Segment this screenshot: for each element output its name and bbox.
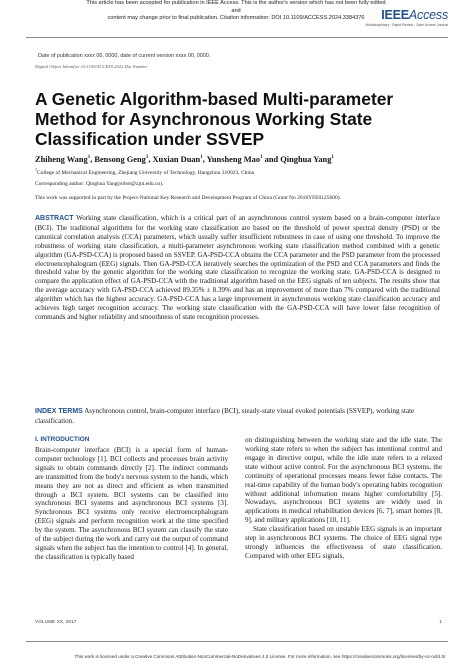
section-heading: I. INTRODUCTION (35, 436, 90, 443)
header-rule (26, 37, 448, 38)
publication-dates: Date of publication xxxx 00, 0000, date of current version xxxx 00, 0000. (38, 53, 211, 59)
body-right-column (245, 436, 442, 561)
title-line-2: Method for Asynchronous Working State (35, 109, 373, 129)
notice-line-2: content may change prior to final publication. Citation information: DOI 10.1109/ACCESS.2024.3384376 (107, 15, 365, 22)
logo-main: IEEE (381, 8, 409, 22)
index-terms-text: Asynchronous control, brain-computer interface (BCI), steady-state visual evoked potentials (SSVEP), working state classification. (35, 407, 415, 425)
author-separator: , (90, 155, 95, 164)
author-affiliation-mark: 1 (87, 155, 91, 161)
author-conjunction: and (262, 155, 281, 164)
paper-title (35, 89, 435, 149)
ieee-access-logo (381, 8, 448, 22)
logo-sub: Access (408, 8, 448, 22)
abstract-label: ABSTRACT (35, 215, 74, 222)
footer-rule (26, 641, 448, 642)
corresponding-author: Corresponding author: Qinghua Yang(robot@zjut.edu.cn). (35, 181, 164, 187)
title-line-1: A Genetic Algorithm-based Multi-parameter (35, 89, 394, 109)
author-separator: , (202, 155, 207, 164)
author-affiliation-mark: 1 (145, 155, 149, 161)
affiliation (35, 167, 254, 176)
author-affiliation-mark: 1 (260, 155, 263, 161)
notice-line-1: This article has been accepted for publication in IEEE Access. This is the author's version which has not been fully edited and (86, 0, 386, 14)
affiliation-text: College of Mechanical Engineering, Zhejiang University of Technology, Hangzhou 310023, China (37, 169, 255, 176)
page-number: 1 (439, 620, 442, 625)
author-name: Bensong Geng (94, 155, 146, 164)
author-list (35, 155, 334, 164)
journal-header (0, 0, 474, 28)
license-notice: This work is licensed under a Creative Commons Attribution-NonCommercial-NoDerivatives 4.0 License. For more information, see https://creativecommons.org/licenses/by-nc-nd/4.0/ (74, 654, 446, 659)
abstract-text: Working state classification, which is a critical part of an asynchronous control system based on a brain-computer interface (BCI). The traditional algorithms for the working state classification are based on the threshold of power spectral density (PSD) or the canonical correlation analysis (CCA) parameters, which usually suffer insufficient robustness in case of using one threshold. To improve the robustness of working state classification, a multi-parameter asynchronous working state classification method combined with a genetic algorithm (GA-PSD-CCA) is proposed based on SSVEP. GA-PSD-CCA obtains the CCA parameter and the PSD parameter from the processed electroencephalogram (EEG) signals. Then GA-PSD-CCA iteratively searches the optimization of the PSD and CCA parameters and finds the threshold value by the genetic algorithm for the working state classification to recognize the working state. GA-PSD-CCA is designed to compare the application effect of GA-PSD-CCA with the traditional algorithm based on the EEG signals of ten subjects. The results show that the average accuracy with GA-PSD-CCA achieved 89.35% ± 8.39% and has an improvement of more than 7% compared with the traditional algorithm which has the highest accuracy. GA-PSD-CCA has a large improvement in asynchronous working state classification accuracy and achieves high target recognition accuracy. The working state classification with the GA-PSD-CCA will have lower false recognition of commands and higher reliability and smoothness of state recognition processes. (35, 214, 440, 321)
volume-footer: VOLUME XX, 2017 (35, 620, 77, 625)
index-terms (35, 407, 440, 426)
author-affiliation-mark: 1 (200, 155, 203, 161)
author-name: Zhiheng Wang (35, 155, 88, 164)
intro-paragraph-1: Brain-computer interface (BCI) is a special form of human-computer technology [1]. BCI collects and processes brain activity signals to obtain commands directly [2]. The indirect commands are transmitted from the body's nervous system to the hands, which means they are not as direct and efficient as when transmitted through a BCI system. BCI systems can be classified into synchronous BCI systems and asynchronous BCI systems [3]. Synchronous BCI systems only receive electroencephalogram (EEG) signals and perform recognition work at the time specified by the system. The asynchronous BCI system can classify the state of the subject during the work and carry out the output of command signals when the subject has the intention to control [4]. In general, the classification is typically based (35, 445, 228, 561)
author-name: Qinghua Yang (280, 155, 332, 164)
author-name: Yunsheng Mao (206, 155, 261, 164)
logo-tagline: Multidisciplinary : Rapid Review : Open Access Journal (365, 23, 448, 27)
author-separator: , (148, 155, 153, 164)
doi-line: Digital Object Identifier 10.1109/ACCESS.2022.Doi Number (35, 64, 148, 69)
acceptance-notice (82, 0, 390, 23)
title-line-3: Classification under SSVEP (35, 129, 265, 149)
intro-paragraph-2: State classification based on unstable EEG signals is an important step in asynchronous BCI systems. The choice of EEG signal type strongly influences the effectiveness of state classification. Compared with other EEG signals, (245, 525, 442, 560)
body-left-column (35, 436, 228, 562)
author-name: Xuxian Duan (152, 155, 201, 164)
index-terms-label: INDEX TERMS (35, 408, 83, 415)
author-affiliation-mark: 1 (331, 155, 334, 161)
abstract (35, 214, 440, 322)
intro-paragraph-1-cont: on distinguishing between the working state and the idle state. The working state refers to when the subject has intentional control and engage in directive output, while the idle state refers to a relaxed state without active control. For the asynchronous BCI systems, the continuity of operational processes means fewer false contacts. The real-time capability of the human body's operating habits recognition without additional information means higher comfortability [5]. Nowadays, asynchronous BCI systems are widely used in applications in medical rehabilitation devices [6, 7], smart homes [8, 9], and military applications [10, 11]. (245, 436, 442, 525)
funding-note: This work was supported in part by the Project-National Key Research and Development Program of China (Grant No 2018YFE0125600). (35, 195, 341, 201)
affiliation-mark: 1 (35, 167, 37, 172)
